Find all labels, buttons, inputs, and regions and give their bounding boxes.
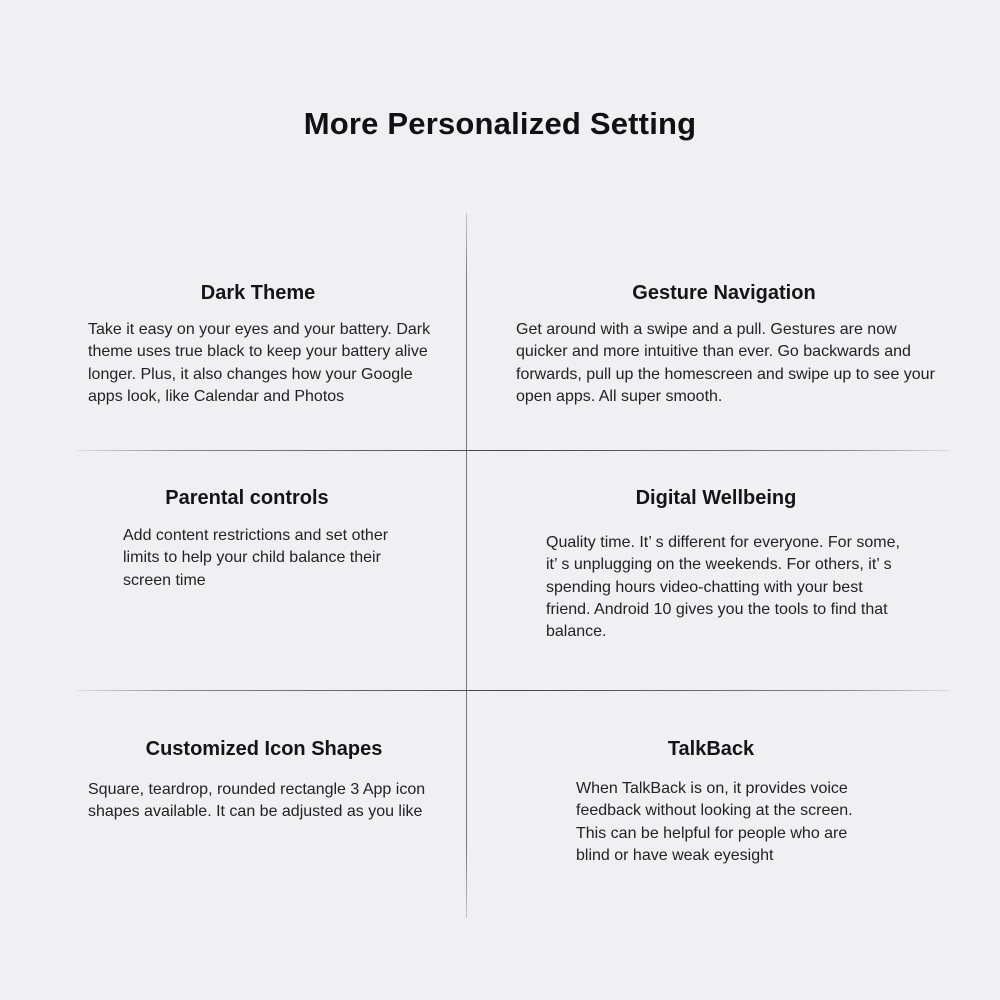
feature-title-parental-controls: Parental controls — [165, 487, 329, 509]
feature-description-gesture-navigation: Get around with a swipe and a pull. Gestures are now quicker and more intuitive than ever. Go backwards and forwards, pull up the homescreen and swipe up to see your open apps. All super smooth. — [516, 321, 935, 405]
feature-description-customized-icon-shapes: Square, teardrop, rounded rectangle 3 App icon shapes available. It can be adjusted as you like — [88, 781, 426, 821]
feature-title-dark-theme: Dark Theme — [200, 282, 316, 304]
feature-title-gesture-navigation: Gesture Navigation — [632, 282, 816, 304]
feature-description-talkback: When TalkBack is on, it provides voice feedback without looking at the screen. This can be helpful for people who are blind or have weak eyesight — [576, 780, 853, 864]
vertical-divider — [466, 213, 467, 918]
feature-title-digital-wellbeing: Digital Wellbeing — [635, 487, 797, 509]
horizontal-divider-bottom — [78, 690, 950, 691]
page-title: More Personalized Setting — [303, 106, 697, 141]
feature-title-talkback: TalkBack — [667, 738, 755, 760]
feature-description-parental-controls: Add content restrictions and set other limits to help your child balance their screen time — [123, 527, 389, 589]
feature-description-dark-theme: Take it easy on your eyes and your battery. Dark theme uses true black to keep your battery alive longer. Plus, it also changes how your Google apps look, like Calendar and Photos — [88, 321, 431, 405]
horizontal-divider-top — [78, 450, 950, 451]
feature-description-digital-wellbeing: Quality time. It’ s different for everyone. For some, it’ s unplugging on the weekends. For others, it’ s spending hours video-chatting with your best friend. Android 10 gives you the tools to find that balance. — [546, 534, 900, 641]
feature-title-customized-icon-shapes: Customized Icon Shapes — [145, 738, 383, 760]
